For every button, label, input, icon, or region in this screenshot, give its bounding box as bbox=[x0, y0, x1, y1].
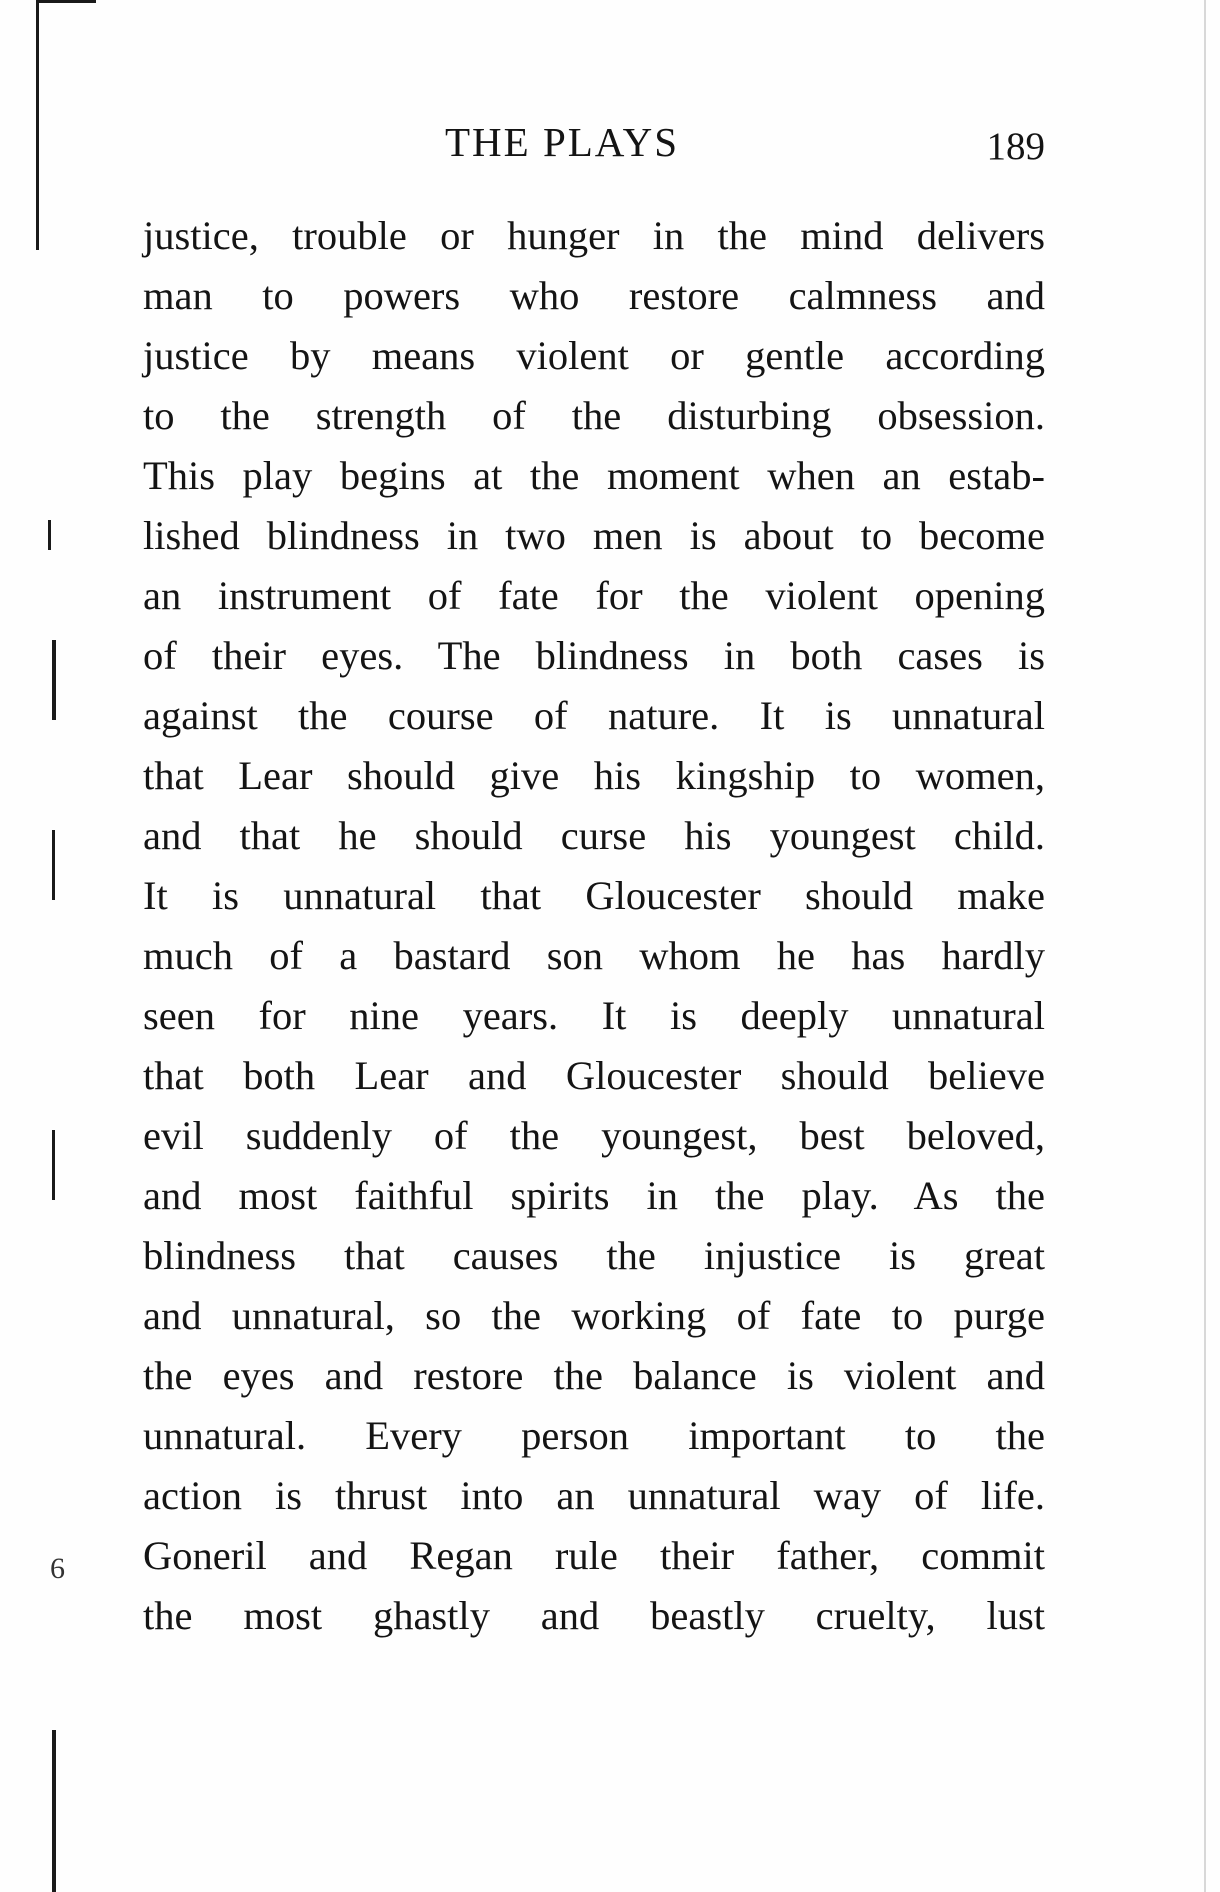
page-edge-shadow bbox=[1204, 0, 1206, 1892]
body-paragraph bbox=[143, 206, 1045, 1646]
text-line: and unnatural, so the working of fate to purge bbox=[143, 1293, 1045, 1338]
binding-edge-mark bbox=[52, 1130, 55, 1200]
text-line: It is unnatural that Gloucester should make bbox=[143, 873, 1045, 918]
binding-edge-mark bbox=[52, 830, 55, 900]
text-line: of their eyes. The blindness in both cases is bbox=[143, 633, 1045, 678]
binding-edge-mark bbox=[36, 0, 96, 3]
text-line: that both Lear and Gloucester should believe bbox=[143, 1053, 1045, 1098]
text-line: and that he should curse his youngest child. bbox=[143, 813, 1045, 858]
text-line: Goneril and Regan rule their father, commit bbox=[143, 1533, 1045, 1578]
text-line: justice, trouble or hunger in the mind delivers bbox=[143, 213, 1045, 258]
text-line: lished blindness in two men is about to become bbox=[143, 513, 1045, 558]
page-header bbox=[140, 118, 1045, 178]
text-line: much of a bastard son whom he has hardly bbox=[143, 933, 1045, 978]
text-line: against the course of nature. It is unnatural bbox=[143, 693, 1045, 738]
binding-edge-mark bbox=[52, 640, 56, 720]
text-line: to the strength of the disturbing obsession. bbox=[143, 393, 1045, 438]
text-line: the most ghastly and beastly cruelty, lust bbox=[143, 1593, 1045, 1638]
text-line: and most faithful spirits in the play. As the bbox=[143, 1173, 1045, 1218]
margin-mark: 6 bbox=[50, 1552, 65, 1585]
binding-edge-mark bbox=[52, 1730, 56, 1892]
text-line: that Lear should give his kingship to women, bbox=[143, 753, 1045, 798]
binding-edge-mark bbox=[36, 0, 39, 250]
text-line: the eyes and restore the balance is violent and bbox=[143, 1353, 1045, 1398]
text-line: an instrument of fate for the violent opening bbox=[143, 573, 1045, 618]
text-line: justice by means violent or gentle according bbox=[143, 333, 1045, 378]
text-line: unnatural. Every person important to the bbox=[143, 1413, 1045, 1458]
text-line: blindness that causes the injustice is great bbox=[143, 1233, 1045, 1278]
text-line: evil suddenly of the youngest, best beloved, bbox=[143, 1113, 1045, 1158]
text-line: This play begins at the moment when an estab- bbox=[143, 453, 1045, 498]
text-line: action is thrust into an unnatural way of life. bbox=[143, 1473, 1045, 1518]
page-number: 189 bbox=[986, 125, 1045, 168]
binding-edge-mark bbox=[48, 520, 51, 550]
running-head: THE PLAYS bbox=[445, 119, 680, 165]
text-line: seen for nine years. It is deeply unnatural bbox=[143, 993, 1045, 1038]
text-line: man to powers who restore calmness and bbox=[143, 273, 1045, 318]
